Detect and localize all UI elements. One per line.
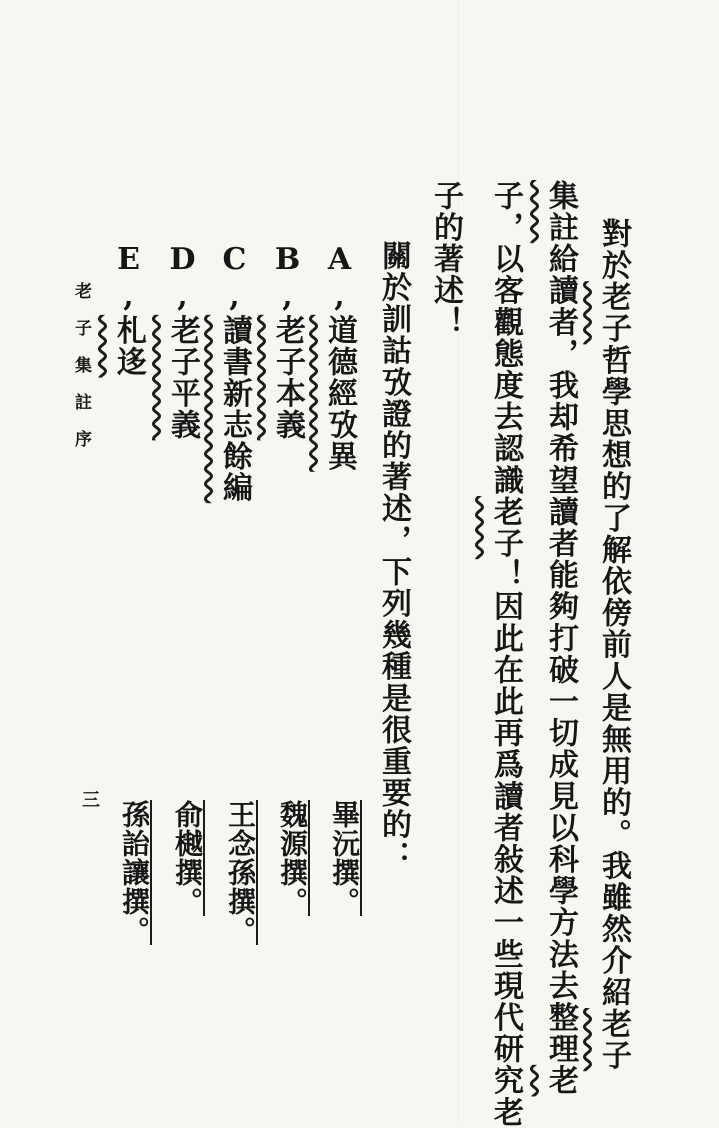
text-run: 子，以客觀態度去認識 [488, 180, 523, 496]
book-title: 老子本義 [270, 314, 305, 441]
page-number: 三 [79, 790, 100, 808]
text-run: 哲學思想的了解依傍前人是無用的。我雖然介紹 [596, 344, 631, 1009]
text-run: 關於訓詁攷證的著述，下列幾種是很重要的： [376, 240, 411, 872]
running-head: 老子集註序 [71, 282, 91, 467]
author-a: 畢沅撰。 [328, 800, 361, 916]
text-run: 對於 [596, 218, 631, 282]
author-c: 王念孫撰。 [224, 800, 257, 945]
author-b: 魏源撰。 [276, 800, 309, 916]
paragraph-line-2 [543, 180, 578, 1097]
book-title: 老子平義 [165, 314, 200, 441]
book-title: 札迻 [111, 314, 146, 378]
paragraph-line-1 [596, 218, 631, 1072]
book-title: 道德經攷異 [322, 314, 357, 472]
author-e: 孫詒讓撰。 [118, 800, 151, 945]
book-item-a: A,道德經攷異 [322, 242, 357, 472]
paper-fold [458, 0, 459, 1122]
term-laozi: 老子 [596, 1008, 631, 1072]
text-run: ！因此在此再爲讀者敍述一些現代研究老 [488, 559, 523, 1128]
term-laozi: 老 [543, 1064, 578, 1097]
term-jizhu: 集註 [543, 180, 578, 244]
text-run: 給讀者，我却希望讀者能夠打破一切成見以科學方法去整理 [543, 243, 578, 1065]
book-item-b: B,老子本義 [270, 242, 305, 441]
term-laozi: 老子 [488, 496, 523, 560]
book-title: 讀書新志餘編 [217, 314, 252, 504]
term-laozi: 老子 [596, 281, 631, 345]
text-run: 子的著述！ [428, 180, 463, 338]
book-item-e: E,札迻 [111, 242, 146, 378]
book-item-c: C,讀書新志餘編 [217, 242, 252, 504]
intro-line [376, 240, 411, 872]
paragraph-line-3 [488, 180, 523, 1128]
paragraph-line-4 [428, 180, 463, 338]
author-d: 俞樾撰。 [171, 800, 204, 916]
book-item-d: D,老子平義 [165, 242, 200, 441]
